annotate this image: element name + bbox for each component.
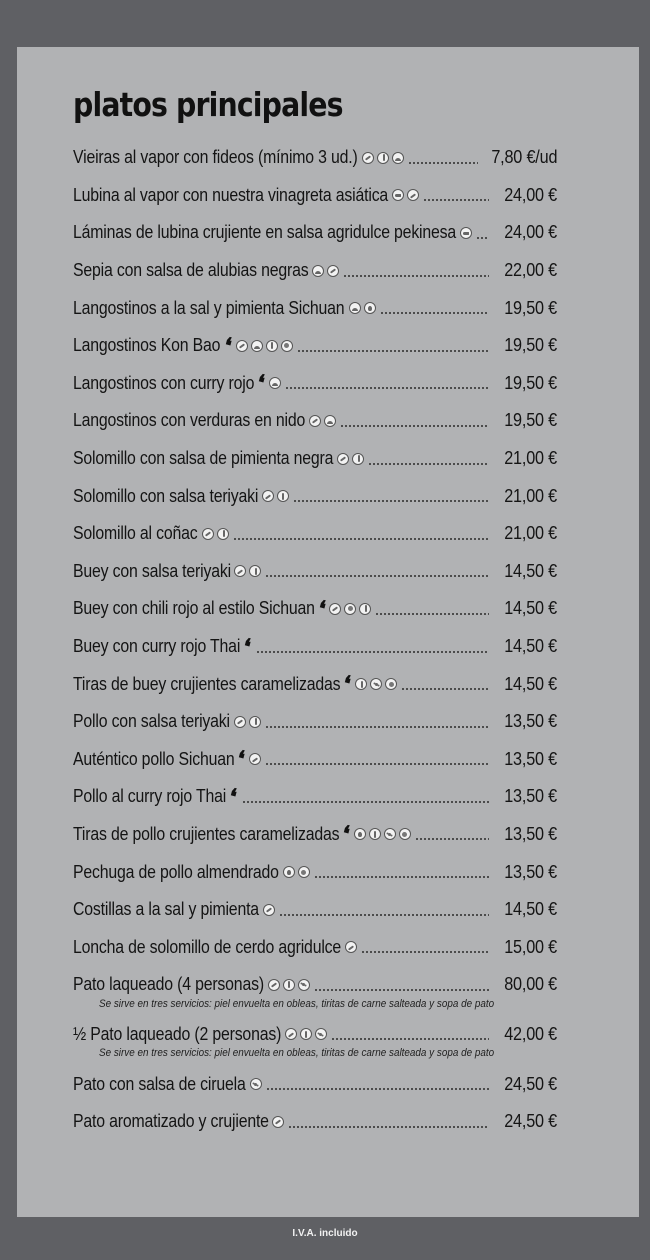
chili-icon: ❛ [240, 633, 254, 659]
soy-icon [202, 528, 214, 540]
nut-icon [399, 828, 411, 840]
wheat-icon [300, 1028, 312, 1040]
dish-name: Tiras de pollo crujientes caramelizadas [73, 823, 340, 844]
soy-icon [327, 265, 339, 277]
soy-icon [268, 979, 280, 991]
menu-item [73, 590, 557, 628]
menu-item-row [73, 778, 557, 816]
dish-price: 21,00 € [504, 448, 557, 469]
allergen-icons [283, 866, 310, 878]
dish-price: 19,50 € [504, 335, 557, 356]
dish-name: Buey con curry rojo Thai [73, 636, 241, 657]
menu-item [73, 1016, 557, 1060]
dish-price: 19,50 € [504, 297, 557, 318]
dot-leader [233, 538, 489, 540]
menu-item-row [73, 665, 557, 703]
chili-icon: ❛ [220, 332, 234, 359]
dot-leader [242, 801, 489, 803]
dish-price: 19,50 € [504, 372, 557, 393]
dish-price: 24,50 € [504, 1111, 557, 1132]
wheat-icon [277, 490, 289, 502]
chili-icon: ❛ [254, 369, 268, 396]
menu-item [73, 628, 557, 666]
dot-leader [285, 387, 489, 389]
dish-price: 21,00 € [504, 523, 557, 544]
allergen-icons [362, 152, 404, 164]
dot-leader [401, 688, 489, 690]
fish-icon [460, 227, 472, 239]
dish-name: Lubina al vapor con nuestra vinagreta asiática [73, 184, 389, 205]
menu-item [73, 252, 557, 290]
menu-item-row [73, 477, 557, 515]
egg-icon [354, 828, 366, 840]
dish-name: Pato aromatizado y crujiente [73, 1111, 269, 1132]
dot-leader [331, 1038, 489, 1040]
egg-icon [364, 302, 376, 314]
dish-name: Langostinos con verduras en nido [73, 410, 306, 431]
menu-item [73, 440, 557, 478]
menu-item-row [73, 515, 557, 553]
allergen-icons [202, 528, 229, 540]
dish-name: Solomillo con salsa de pimienta negra [73, 448, 334, 469]
dot-leader [265, 726, 489, 728]
allergen-icons [263, 904, 275, 916]
shell-icon [251, 340, 263, 352]
allergen-icons [337, 453, 364, 465]
dot-leader [375, 613, 489, 615]
wheat-icon [377, 152, 389, 164]
dish-name: Láminas de lubina crujiente en salsa agridulce pekinesa [73, 222, 457, 243]
dish-name: Langostinos Kon Bao [73, 335, 221, 356]
wheat-icon [352, 453, 364, 465]
dot-leader [343, 275, 489, 277]
tax-note: I.V.A. incluido [292, 1228, 358, 1239]
allergen-icons [234, 716, 261, 728]
menu-item [73, 553, 557, 591]
allergen-icons [272, 1116, 284, 1128]
fish-icon [392, 189, 404, 201]
dot-leader [415, 838, 489, 840]
menu-item [73, 778, 557, 816]
soy-icon [262, 490, 274, 502]
soy-icon [345, 941, 357, 953]
menu-item [73, 1103, 557, 1141]
menu-item-row [73, 853, 557, 891]
allergen-icons [339, 821, 411, 847]
menu-panel [17, 47, 639, 1217]
menu-item-row [73, 402, 557, 440]
menu-item [73, 1065, 557, 1103]
dish-name: Auténtico pollo Sichuan [73, 748, 235, 769]
dish-note: Se sirve en tres servicios: piel envuelta en obleas, tiritas de carne salteada y sopa de pato [99, 997, 495, 1010]
soy-icon [236, 340, 248, 352]
shell-icon [324, 415, 336, 427]
dish-price: 13,50 € [504, 748, 557, 769]
sesame-icon [298, 979, 310, 991]
soy-icon [407, 189, 419, 201]
allergen-icons [460, 227, 472, 239]
menu-item [73, 928, 557, 966]
dish-name: Vieiras al vapor con fideos (mínimo 3 ud.) [73, 147, 358, 168]
dish-name: Langostinos con curry rojo [73, 372, 255, 393]
menu-item [73, 515, 557, 553]
menu-item-row [73, 590, 557, 628]
menu-item-row [73, 816, 557, 854]
dot-leader [266, 1088, 489, 1090]
egg-icon [283, 866, 295, 878]
allergen-icons [349, 302, 376, 314]
menu-item [73, 853, 557, 891]
menu-item-row [73, 703, 557, 741]
dot-leader [380, 312, 489, 314]
menu-item-row [73, 741, 557, 779]
menu-item-row [73, 928, 557, 966]
sesame-icon [315, 1028, 327, 1040]
dish-price: 21,00 € [504, 485, 557, 506]
wheat-icon [249, 565, 261, 577]
menu-item-row [73, 139, 557, 177]
soy-icon [337, 453, 349, 465]
dot-leader [256, 651, 489, 653]
menu-item-row [73, 177, 557, 215]
dot-leader [293, 500, 489, 502]
allergen-icons [262, 490, 289, 502]
allergen-icons [250, 1078, 262, 1090]
allergen-icons [312, 265, 339, 277]
allergen-icons [345, 941, 357, 953]
shell-icon [349, 302, 361, 314]
dish-name: Solomillo con salsa teriyaki [73, 485, 259, 506]
menu-item [73, 214, 557, 252]
nut-icon [385, 678, 397, 690]
dish-name: Langostinos a la sal y pimienta Sichuan [73, 297, 345, 318]
dot-leader [423, 199, 489, 201]
wheat-icon [359, 603, 371, 615]
menu-item [73, 703, 557, 741]
menu-item-row [73, 553, 557, 591]
dish-name: Pato con salsa de ciruela [73, 1073, 246, 1094]
dish-name: Costillas a la sal y pimienta [73, 899, 259, 920]
dot-leader [368, 463, 489, 465]
dish-price: 13,50 € [504, 711, 557, 732]
allergen-icons [268, 979, 310, 991]
wheat-icon [249, 716, 261, 728]
dot-leader [476, 237, 489, 239]
dot-leader [314, 989, 489, 991]
dish-price: 24,00 € [504, 222, 557, 243]
soy-icon [272, 1116, 284, 1128]
dish-price: 19,50 € [504, 410, 557, 431]
dish-name: Solomillo al coñac [73, 523, 198, 544]
allergen-icons [254, 369, 281, 396]
soy-icon [263, 904, 275, 916]
dish-price: 22,00 € [504, 260, 557, 281]
dish-price: 13,50 € [504, 823, 557, 844]
allergen-icons [234, 745, 261, 772]
dish-price: 15,00 € [504, 936, 557, 957]
dish-price: 24,50 € [504, 1073, 557, 1094]
wheat-icon [355, 678, 367, 690]
dish-note: Se sirve en tres servicios: piel envuelta en obleas, tiritas de carne salteada y sopa de pato [99, 1047, 495, 1060]
dish-price: 14,50 € [504, 673, 557, 694]
dish-price: 14,50 € [504, 560, 557, 581]
menu-item [73, 891, 557, 929]
soy-icon [285, 1028, 297, 1040]
menu-item [73, 365, 557, 403]
dish-price: 80,00 € [504, 974, 557, 995]
menu-item-row [73, 891, 557, 929]
menu-item [73, 477, 557, 515]
menu-item-row [73, 289, 557, 327]
dish-price: 14,50 € [504, 636, 557, 657]
dish-name: Pollo con salsa teriyaki [73, 711, 230, 732]
menu-item-row [73, 440, 557, 478]
dot-leader [297, 350, 490, 352]
dot-leader [265, 763, 489, 765]
menu-item [73, 177, 557, 215]
menu-item [73, 966, 557, 1010]
soy-icon [234, 716, 246, 728]
dot-leader [279, 914, 489, 916]
dish-price: 14,50 € [504, 598, 557, 619]
soy-icon [249, 753, 261, 765]
sesame-icon [370, 678, 382, 690]
menu-item-row [73, 365, 557, 403]
soy-icon [234, 565, 246, 577]
allergen-icons [309, 415, 336, 427]
dish-name: Buey con salsa teriyaki [73, 560, 231, 581]
section-title: platos principales [73, 85, 343, 124]
shell-icon [269, 377, 281, 389]
dish-name: Pechuga de pollo almendrado [73, 861, 279, 882]
dish-name: Buey con chili rojo al estilo Sichuan [73, 598, 315, 619]
menu-list [73, 139, 557, 1140]
chili-icon: ❛ [314, 595, 328, 622]
menu-item [73, 139, 557, 177]
dot-leader [408, 162, 478, 164]
dish-price: 13,50 € [504, 861, 557, 882]
dish-price: 13,50 € [504, 786, 557, 807]
menu-item-row [73, 1065, 557, 1103]
allergen-icons [285, 1028, 327, 1040]
wheat-icon [283, 979, 295, 991]
menu-item-row [73, 252, 557, 290]
menu-item-row [73, 327, 557, 365]
dish-name: Loncha de solomillo de cerdo agridulce [73, 936, 342, 957]
sesame-icon [250, 1078, 262, 1090]
nut-icon [281, 340, 293, 352]
dish-price: 7,80 €/ud [491, 147, 557, 168]
dish-price: 14,50 € [504, 899, 557, 920]
chili-icon: ❛ [340, 670, 354, 697]
dot-leader [340, 425, 489, 427]
dish-name: Tiras de buey crujientes caramelizadas [73, 673, 341, 694]
dish-name: Pollo al curry rojo Thai [73, 786, 227, 807]
chili-icon: ❛ [234, 745, 248, 772]
nut-icon [298, 866, 310, 878]
soy-icon [329, 603, 341, 615]
dish-name: Pato laqueado (4 personas) [73, 974, 264, 995]
shell-icon [312, 265, 324, 277]
dot-leader [265, 575, 489, 577]
menu-item [73, 816, 557, 854]
sesame-icon [384, 828, 396, 840]
allergen-icons [392, 189, 419, 201]
menu-item [73, 327, 557, 365]
dot-leader [361, 951, 489, 953]
dot-leader [314, 876, 489, 878]
chili-icon: ❛ [226, 783, 240, 810]
allergen-icons [234, 565, 261, 577]
menu-item-row [73, 214, 557, 252]
wheat-icon [369, 828, 381, 840]
wheat-icon [266, 340, 278, 352]
chili-icon: ❛ [339, 821, 353, 847]
dish-price: 42,00 € [504, 1023, 557, 1044]
soy-icon [362, 152, 374, 164]
allergen-icons [340, 670, 397, 697]
allergen-icons [226, 783, 240, 810]
dish-name: Sepia con salsa de alubias negras [73, 260, 309, 281]
wheat-icon [217, 528, 229, 540]
menu-item [73, 289, 557, 327]
allergen-icons [240, 633, 254, 659]
allergen-icons [314, 595, 372, 622]
shell-icon [392, 152, 404, 164]
dish-name: ½ Pato laqueado (2 personas) [73, 1023, 282, 1044]
menu-item [73, 741, 557, 779]
menu-item-row [73, 1103, 557, 1141]
dish-price: 24,00 € [504, 184, 557, 205]
nut-icon [344, 603, 356, 615]
menu-item [73, 402, 557, 440]
allergen-icons [220, 332, 293, 359]
dot-leader [288, 1126, 489, 1128]
soy-icon [309, 415, 321, 427]
menu-item [73, 665, 557, 703]
menu-item-row [73, 628, 557, 666]
